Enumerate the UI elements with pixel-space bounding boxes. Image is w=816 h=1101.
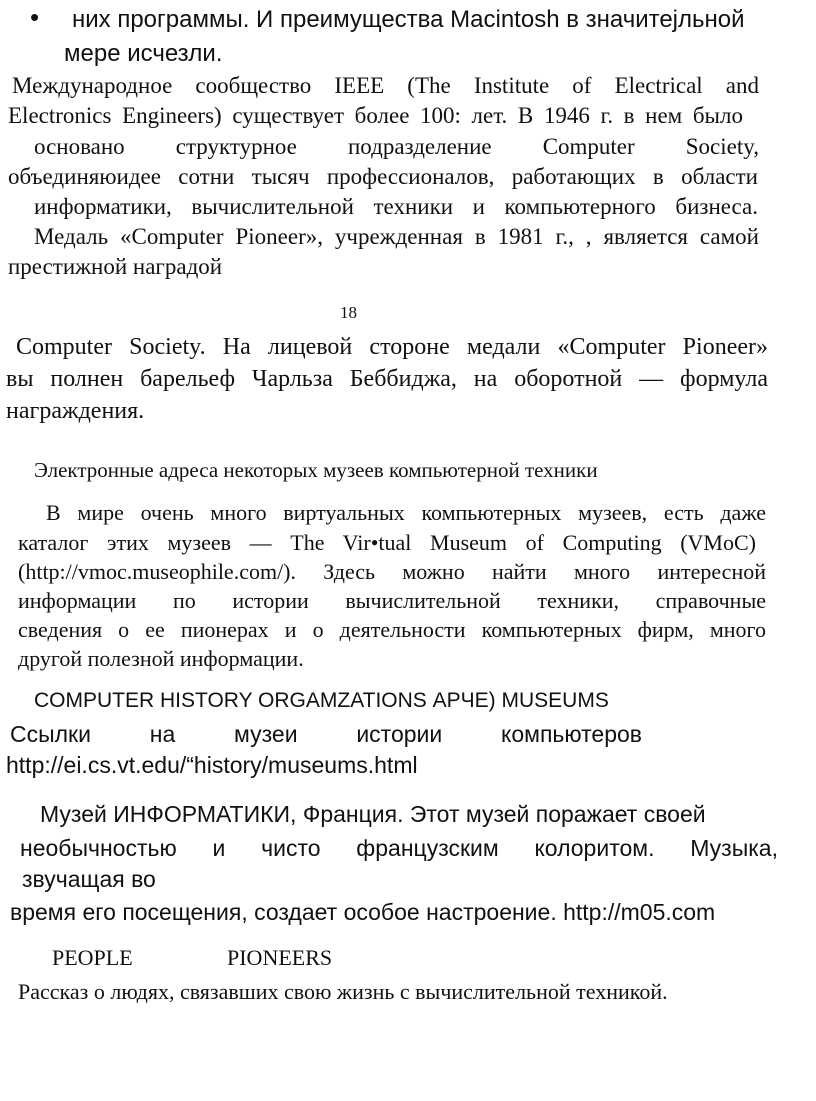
paragraph-4-line-4: информации по истории вычислительной техники, справочные [18,588,766,613]
paragraph-1-line-2: мере исчезли. [64,40,223,67]
paragraph-4-line-6: другой полезной информации. [18,646,304,671]
paragraph-6-line-4: время его посещения, создает особое настроение. http://m05.com [10,899,716,925]
paragraph-3-line-3: награждения. [6,398,145,424]
paragraph-6-line-1: Музей ИНФОРМАТИКИ, Франция. Этот музей поражает своей [40,801,706,827]
paragraph-2-line-2: Electronics Engineers) существует более 100: лет. В 1946 г. в нем было [8,103,743,128]
bullet-icon: • [30,2,40,32]
paragraph-4-line-5: сведения о ее пионерах и о деятельности компьютерных фирм, много [18,617,766,642]
paragraph-2-line-7: престижной наградой [8,254,223,279]
paragraph-2-line-6: Медаль «Computer Pioneer», учрежденная в 1981 г., , является самой [34,224,759,249]
paragraph-1-line-1: них программы. И преимущества Macintosh в значитеjльной [72,6,745,33]
paragraph-2-line-1: Международное сообщество IEEE (The Institute of Electrical and [12,73,759,98]
paragraph-4-line-3: (http://vmoc.museophile.com/). Здесь можно найти много интересной [18,559,766,584]
people-heading-word: PEOPLE [52,945,133,970]
paragraph-3-line-1: Computer Society. На лицевой стороне медали «Computer Pioneer» [16,334,768,360]
people-pioneers-description: Рассказ о людях, связавших свою жизнь с вычислительной техникой. [18,979,668,1004]
paragraph-2-line-4: объединяюидее сотни тысяч профессионалов, работающих в области [8,164,758,189]
paragraph-6-line-2: необычностью и чисто французским колоритом. Музыка, [20,835,778,861]
museums-links-caption: Ссылки на музеи истории компьютеров [10,721,642,747]
page-number: 18 [340,303,357,322]
paragraph-4-line-2: каталог этих музеев — The Vir•tual Museum of Computing (VMoC) [18,530,756,555]
paragraph-2-line-5: информатики, вычислительной техники и компьютерного бизнеса. [34,194,758,219]
museums-url-link[interactable]: http://ei.cs.vt.edu/“history/museums.html [6,752,418,778]
paragraph-3-line-2: вы полнен барельеф Чарльза Беббиджа, на оборотной — формула [6,366,768,392]
paragraph-4-line-1: В мире очень много виртуальных компьютерных музеев, есть даже [46,500,766,525]
paragraph-6-line-3: звучащая во [22,866,156,892]
pioneers-heading-word: PIONEERS [227,945,333,970]
museums-heading: Электронные адреса некоторых музеев компьютерной техники [34,458,598,482]
history-organizations-heading: COMPUTER HISTORY ORGAMZATIONS АРЧЕ) MUSEUMS [34,689,609,712]
paragraph-2-line-3: основано структурное подразделение Computer Society, [34,134,759,159]
